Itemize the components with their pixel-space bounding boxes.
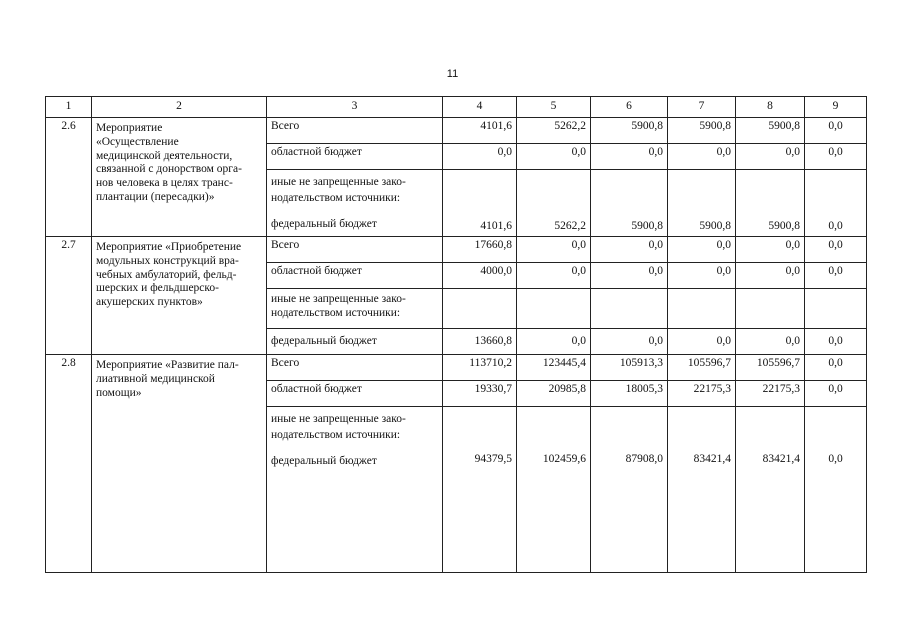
value-cell: 0,0 xyxy=(805,329,867,355)
table-row xyxy=(46,118,867,144)
row-label: областной бюджет xyxy=(267,263,443,289)
empty-cell xyxy=(805,289,867,329)
value-cell: 0,0 xyxy=(668,237,736,263)
section-number: 2.6 xyxy=(46,118,92,237)
value-cell: 0,0 xyxy=(668,263,736,289)
row-label: иные не запрещенные зако- нодательством источники: федеральный бюджет xyxy=(267,170,443,237)
value-cell: 22175,3 xyxy=(668,381,736,407)
value-cell: 5900,8 xyxy=(591,170,668,237)
value-cell: 5900,8 xyxy=(736,118,805,144)
value-cell: 0,0 xyxy=(805,263,867,289)
value-cell: 0,0 xyxy=(591,263,668,289)
value-cell: 4000,0 xyxy=(443,263,517,289)
section-number: 2.8 xyxy=(46,355,92,573)
value-cell: 17660,8 xyxy=(443,237,517,263)
value-cell: 0,0 xyxy=(668,144,736,170)
table-row xyxy=(46,237,867,263)
value-cell: 0,0 xyxy=(517,237,591,263)
value-cell: 4101,6 xyxy=(443,170,517,237)
value-cell: 102459,6 xyxy=(517,407,591,573)
value-cell: 0,0 xyxy=(805,407,867,573)
value-cell: 0,0 xyxy=(668,329,736,355)
value-cell: 5900,8 xyxy=(668,118,736,144)
value-cell: 0,0 xyxy=(517,263,591,289)
row-label: областной бюджет xyxy=(267,144,443,170)
value-cell: 19330,7 xyxy=(443,381,517,407)
value-cell: 113710,2 xyxy=(443,355,517,381)
header-row xyxy=(46,97,867,118)
value-cell: 0,0 xyxy=(591,329,668,355)
header-cell: 4 xyxy=(443,97,517,118)
value-cell: 5262,2 xyxy=(517,170,591,237)
section-title: Мероприятие «Осуществление медицинской деятельности, связанной с донорством орга- нов человека в целях транс- плантации (пересадки)» xyxy=(92,118,267,237)
section-number: 2.7 xyxy=(46,237,92,355)
value-cell: 105596,7 xyxy=(668,355,736,381)
value-cell: 18005,3 xyxy=(591,381,668,407)
value-cell: 83421,4 xyxy=(736,407,805,573)
value-cell: 0,0 xyxy=(805,144,867,170)
value-cell: 123445,4 xyxy=(517,355,591,381)
value-cell: 0,0 xyxy=(736,144,805,170)
value-cell: 94379,5 xyxy=(443,407,517,573)
value-cell: 0,0 xyxy=(805,355,867,381)
value-cell: 0,0 xyxy=(736,329,805,355)
section-title: Мероприятие «Приобретение модульных конструкций вра- чебных амбулаторий, фельд- шерских и фельдшерско- акушерских пунктов» xyxy=(92,237,267,355)
header-cell: 7 xyxy=(668,97,736,118)
value-cell: 0,0 xyxy=(736,237,805,263)
empty-cell xyxy=(668,289,736,329)
section-title: Мероприятие «Развитие пал- лиативной медицинской помощи» xyxy=(92,355,267,573)
header-cell: 2 xyxy=(92,97,267,118)
row-label: Всего xyxy=(267,355,443,381)
value-cell: 83421,4 xyxy=(668,407,736,573)
value-cell: 4101,6 xyxy=(443,118,517,144)
empty-cell xyxy=(736,289,805,329)
value-cell: 0,0 xyxy=(591,237,668,263)
value-cell: 5900,8 xyxy=(591,118,668,144)
header-cell: 3 xyxy=(267,97,443,118)
header-cell: 8 xyxy=(736,97,805,118)
header-cell: 1 xyxy=(46,97,92,118)
value-cell: 0,0 xyxy=(517,329,591,355)
empty-cell xyxy=(517,289,591,329)
row-label: иные не запрещенные зако- нодательством источники: федеральный бюджет xyxy=(267,407,443,573)
row-label: областной бюджет xyxy=(267,381,443,407)
budget-table xyxy=(45,96,867,573)
header-cell: 5 xyxy=(517,97,591,118)
table-row xyxy=(46,355,867,381)
value-cell: 0,0 xyxy=(591,144,668,170)
empty-cell xyxy=(443,289,517,329)
value-cell: 5900,8 xyxy=(668,170,736,237)
header-cell: 9 xyxy=(805,97,867,118)
row-label: федеральный бюджет xyxy=(267,329,443,355)
row-label: Всего xyxy=(267,237,443,263)
value-cell: 5900,8 xyxy=(736,170,805,237)
value-cell: 22175,3 xyxy=(736,381,805,407)
value-cell: 87908,0 xyxy=(591,407,668,573)
value-cell: 0,0 xyxy=(517,144,591,170)
value-cell: 0,0 xyxy=(443,144,517,170)
empty-cell xyxy=(591,289,668,329)
value-cell: 105913,3 xyxy=(591,355,668,381)
value-cell: 0,0 xyxy=(805,170,867,237)
value-cell: 20985,8 xyxy=(517,381,591,407)
value-cell: 105596,7 xyxy=(736,355,805,381)
value-cell: 5262,2 xyxy=(517,118,591,144)
row-label: иные не запрещенные зако- нодательством источники: xyxy=(267,289,443,329)
page-number: 11 xyxy=(446,68,459,80)
value-cell: 13660,8 xyxy=(443,329,517,355)
value-cell: 0,0 xyxy=(805,237,867,263)
row-label: Всего xyxy=(267,118,443,144)
value-cell: 0,0 xyxy=(805,381,867,407)
header-cell: 6 xyxy=(591,97,668,118)
value-cell: 0,0 xyxy=(805,118,867,144)
value-cell: 0,0 xyxy=(736,263,805,289)
